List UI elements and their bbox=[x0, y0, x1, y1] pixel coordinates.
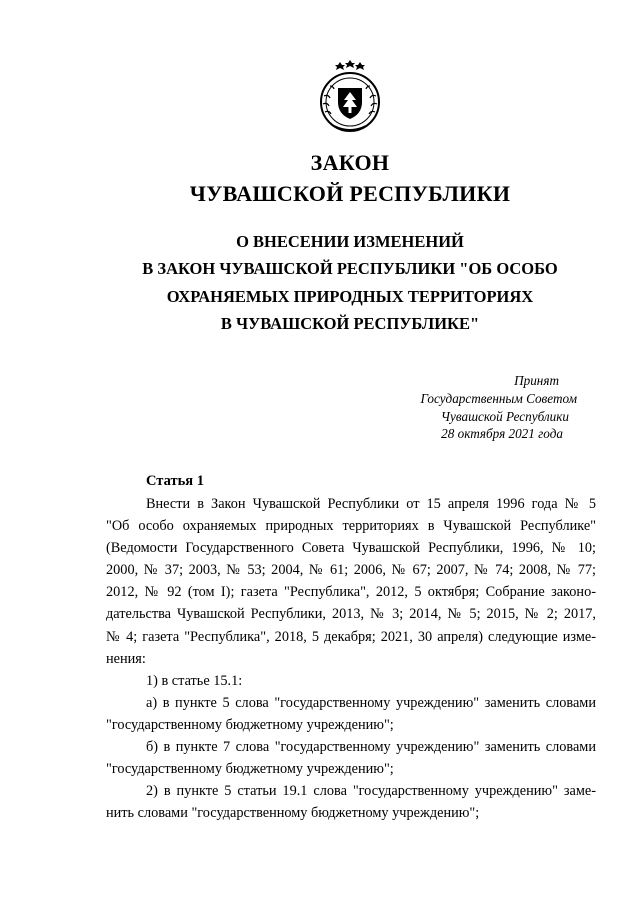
subtitle-line-4: В ЧУВАШСКОЙ РЕСПУБЛИКЕ" bbox=[220, 314, 480, 333]
body-line: 2) в пункте 5 статьи 19.1 слова "государственному учреждению" заме- bbox=[146, 783, 596, 800]
body-line: дательства Чувашской Республики, 2013, № 3; 2014, № 5; 2015, № 2; 2017, bbox=[106, 606, 596, 623]
article-body bbox=[106, 493, 596, 824]
adoption-note bbox=[317, 372, 577, 443]
body-line: (Ведомости Государственного Совета Чувашской Республики, 1996, № 10; bbox=[106, 540, 596, 557]
body-line: Внести в Закон Чувашской Республики от 15 апреля 1996 года № 5 bbox=[146, 496, 596, 512]
adopted-republic: Чувашской Республики bbox=[440, 408, 569, 424]
body-line: "Об особо охраняемых природных территориях в Чувашской Республике" bbox=[106, 518, 596, 535]
republic-title: ЧУВАШСКОЙ РЕСПУБЛИКИ bbox=[189, 181, 511, 206]
article-title: Статья 1 bbox=[146, 473, 204, 489]
chuvash-emblem-icon bbox=[316, 58, 384, 136]
body-line: 1) в статье 15.1: bbox=[146, 672, 243, 689]
body-line: 2000, № 37; 2003, № 53; 2004, № 61; 2006, № 67; 2007, № 74; 2008, № 77; bbox=[106, 562, 596, 579]
adopted-date: 28 октября 2021 года bbox=[441, 426, 563, 442]
body-line: б) в пункте 7 слова "государственному учреждению" заменить словами bbox=[146, 739, 596, 756]
body-line: № 4; газета "Республика", 2018, 5 декабря; 2021, 30 апреля) следующие изме- bbox=[106, 628, 596, 645]
subtitle-line-3: ОХРАНЯЕМЫХ ПРИРОДНЫХ ТЕРРИТОРИЯХ bbox=[166, 287, 534, 306]
subtitle-line-2: В ЗАКОН ЧУВАШСКОЙ РЕСПУБЛИКИ "ОБ ОСОБО bbox=[142, 259, 558, 278]
body-line: "государственному бюджетному учреждению"; bbox=[106, 716, 394, 733]
law-title: ЗАКОН bbox=[310, 150, 390, 175]
body-line: а) в пункте 5 слова "государственному учреждению" заменить словами bbox=[146, 694, 596, 711]
body-line: нить словами "государственному бюджетному учреждению"; bbox=[106, 805, 480, 822]
subtitle-line-1: О ВНЕСЕНИИ ИЗМЕНЕНИЙ bbox=[236, 232, 464, 251]
adopted-label: Принят bbox=[514, 373, 559, 388]
body-line: нения: bbox=[106, 650, 146, 667]
body-line: 2012, № 92 (том I); газета "Республика", 2012, 5 октября; Собрание законо- bbox=[106, 584, 596, 601]
adopted-by: Государственным Советом bbox=[420, 390, 577, 406]
body-line: "государственному бюджетному учреждению"; bbox=[106, 761, 394, 778]
